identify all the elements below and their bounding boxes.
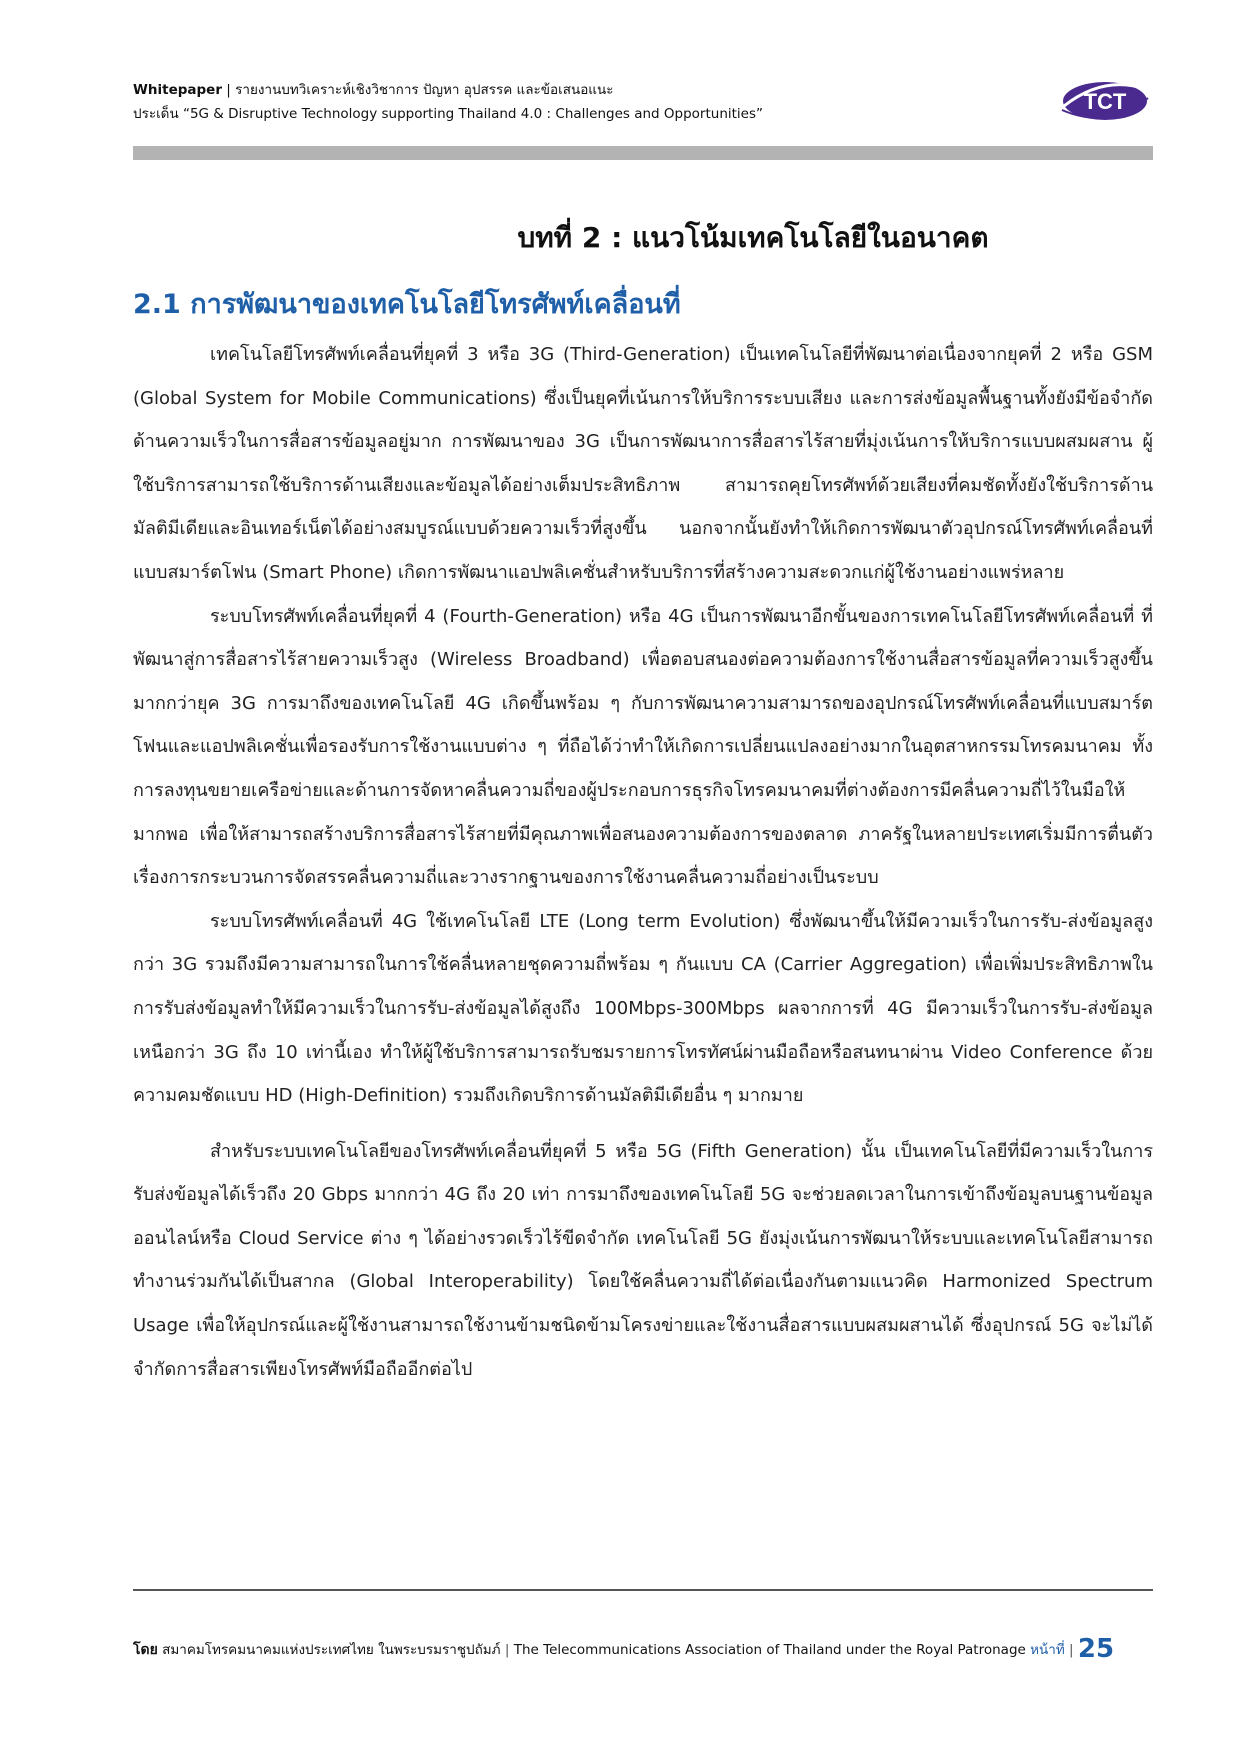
page-header <box>133 78 1153 126</box>
tct-logo-icon <box>1058 76 1152 126</box>
footer-by: โดย <box>133 1642 158 1658</box>
header-subtitle: รายงานบทวิเคราะห์เชิงวิชาการ ปัญหา อุปสรรค และข้อเสนอแนะ <box>235 82 614 98</box>
paragraph-1: เทคโนโลยีโทรศัพท์เคลื่อนที่ยุคที่ 3 หรือ 3G (Third-Generation) เป็นเทคโนโลยีที่พัฒนาต่อเนื่องจากยุคที่ 2 หรือ GSM (Global System for Mobile Communications) ซึ่งเป็นยุคที่เน้นการให้บริการระบบเสียง และการส่งข้อมูลพื้นฐานทั้งยังมีข้อจำกัดด้านความเร็วในการสื่อสารข้อมูลอยู่มาก การพัฒนาของ 3G เป็นการพัฒนาการสื่อสารไร้สายที่มุ่งเน้นการให้บริการแบบผสมผสาน ผู้ใช้บริการสามารถใช้บริการด้านเสียงและข้อมูลได้อย่างเต็มประสิทธิภาพ สามารถคุยโทรศัพท์ด้วยเสียงที่คมชัดทั้งยังใช้บริการด้านมัลติมีเดียและอินเทอร์เน็ตได้อย่างสมบูรณ์แบบด้วยความเร็วที่สูงขึ้น นอกจากนั้นยังทำให้เกิดการพัฒนาตัวอุปกรณ์โทรศัพท์เคลื่อนที่แบบสมาร์ตโฟน (Smart Phone) เกิดการพัฒนาแอปพลิเคชั่นสำหรับบริการที่สร้างความสะดวกแก่ผู้ใช้งานอย่างแพร่หลาย <box>133 344 1153 583</box>
footer-org-thai: สมาคมโทรคมนาคมแห่งประเทศไทย ในพระบรมราชูปถัมภ์ <box>162 1642 501 1658</box>
paragraph-3: ระบบโทรศัพท์เคลื่อนที่ 4G ใช้เทคโนโลยี LTE (Long term Evolution) ซึ่งพัฒนาขึ้นให้มีความเร็วในการรับ-ส่งข้อมูลสูงกว่า 3G รวมถึงมีความสามารถในการใช้คลื่นหลายชุดความถี่พร้อม ๆ กันแบบ CA (Carrier Aggregation) เพื่อเพิ่มประสิทธิภาพในการรับส่งข้อมูลทำให้มีความเร็วในการรับ-ส่งข้อมูลได้สูงถึง 100Mbps-300Mbps ผลจากการที่ 4G มีความเร็วในการรับ-ส่งข้อมูลเหนือกว่า 3G ถึง 10 เท่านี้เอง ทำให้ผู้ใช้บริการสามารถรับชมรายการโทรทัศน์ผ่านมือถือหรือสนทนาผ่าน Video Conference ด้วยความคมชัดแบบ HD (High-Definition) รวมถึงเกิดบริการด้านมัลติมีเดียอื่น ๆ มากมาย <box>133 910 1153 1107</box>
header-topic: ประเด็น “5G & Disruptive Technology supporting Thailand 4.0 : Challenges and Opportunities” <box>133 106 764 122</box>
page-label: หน้าที่ <box>1030 1642 1065 1658</box>
footer-divider <box>133 1589 1153 1591</box>
page-number: 25 <box>1077 1634 1115 1664</box>
page-footer <box>133 1634 1153 1666</box>
header-line-1 <box>133 78 1153 102</box>
header-separator: | <box>226 82 231 98</box>
header-divider-bar <box>133 146 1153 160</box>
paragraph-4: สำหรับระบบเทคโนโลยีของโทรศัพท์เคลื่อนที่ยุคที่ 5 หรือ 5G (Fifth Generation) นั้น เป็นเทคโนโลยีที่มีความเร็วในการรับส่งข้อมูลได้เร็วถึง 20 Gbps มากกว่า 4G ถึง 20 เท่า การมาถึงของเทคโนโลยี 5G จะช่วยลดเวลาในการเข้าถึงข้อมูลบนฐานข้อมูลออนไลน์หรือ Cloud Service ต่าง ๆ ได้อย่างรวดเร็วไร้ขีดจำกัด เทคโนโลยี 5G ยังมุ่งเน้นการพัฒนาให้ระบบและเทคโนโลยีสามารถทำงานร่วมกันได้เป็นสากล (Global Interoperability) โดยใช้คลื่นความถี่ได้ต่อเนื่องกันตามแนวคิด Harmonized Spectrum Usage เพื่อให้อุปกรณ์และผู้ใช้งานสามารถใช้งานข้ามชนิดข้ามโครงข่ายและใช้งานสื่อสารแบบผสมผสานได้ ซึ่งอุปกรณ์ 5G จะไม่ได้จำกัดการสื่อสารเพียงโทรศัพท์มือถืออีกต่อไป <box>133 1140 1153 1380</box>
footer-org-english: The Telecommunications Association of Thailand under the Royal Patronage <box>513 1642 1026 1658</box>
section-heading: 2.1 การพัฒนาของเทคโนโลยีโทรศัพท์เคลื่อนที่ <box>133 289 681 320</box>
chapter-title: บทที่ 2 : แนวโน้มเทคโนโลยีในอนาคต <box>517 221 989 254</box>
paragraph-2: ระบบโทรศัพท์เคลื่อนที่ยุคที่ 4 (Fourth-Generation) หรือ 4G เป็นการพัฒนาอีกขั้นของการเทคโนโลยีโทรศัพท์เคลื่อนที่ ที่พัฒนาสู่การสื่อสารไร้สายความเร็วสูง (Wireless Broadband) เพื่อตอบสนองต่อความต้องการใช้งานสื่อสารข้อมูลที่ความเร็วสูงขึ้นมากกว่ายุค 3G การมาถึงของเทคโนโลยี 4G เกิดขึ้นพร้อม ๆ กับการพัฒนาความสามารถของอุปกรณ์โทรศัพท์เคลื่อนที่แบบสมาร์ตโฟนและแอปพลิเคชั่นเพื่อรองรับการใช้งานแบบต่าง ๆ ที่ถือได้ว่าทำให้เกิดการเปลี่ยนแปลงอย่างมากในอุตสาหกรรมโทรคมนาคม ทั้งการลงทุนขยายเครือข่ายและด้านการจัดหาคลื่นความถี่ของผู้ประกอบการธุรกิจโทรคมนาคมที่ต่างต้องการมีคลื่นความถี่ไว้ในมือให้มากพอ เพื่อให้สามารถสร้างบริการสื่อสารไร้สายที่มีคุณภาพเพื่อสนองความต้องการของตลาด ภาครัฐในหลายประเทศเริ่มมีการตื่นตัวเรื่องการกระบวนการจัดสรรคลื่นความถี่และวางรากฐานของการใช้งานคลื่นความถี่อย่างเป็นระบบ <box>133 605 1153 889</box>
body-text <box>133 333 1153 1391</box>
footer-separator: | <box>504 1642 510 1658</box>
logo-text: TCT <box>1083 89 1127 114</box>
header-label: Whitepaper <box>133 82 222 98</box>
page-separator: | <box>1069 1642 1074 1658</box>
